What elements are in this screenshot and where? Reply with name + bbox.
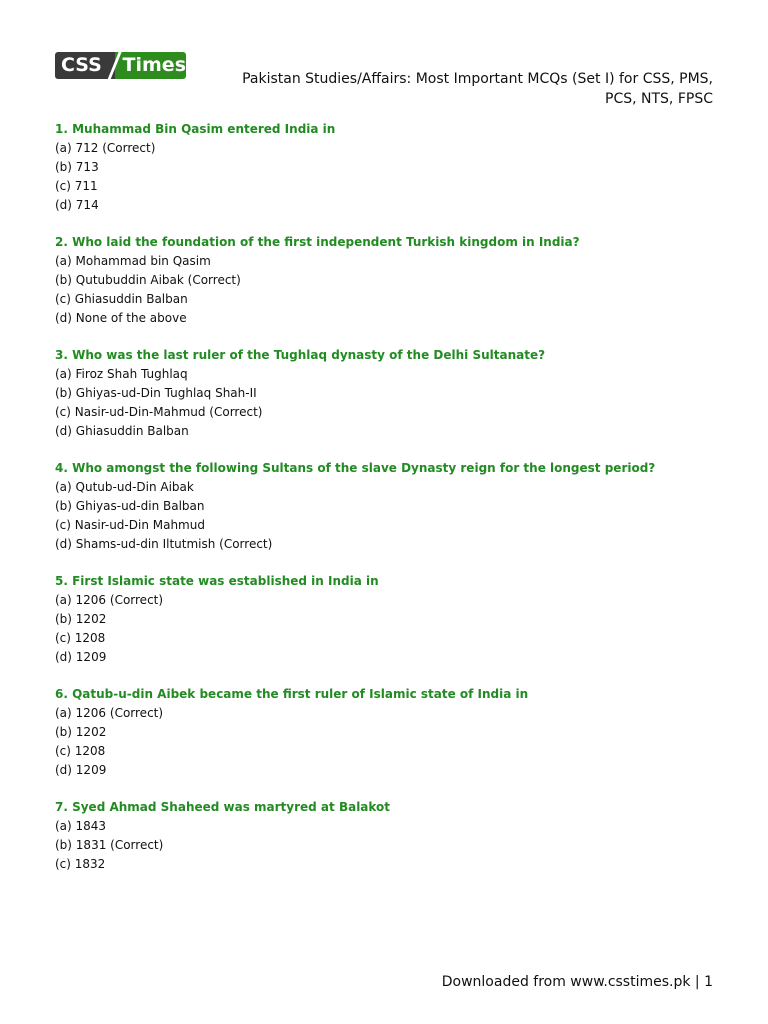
option-d: (d) Ghiasuddin Balban [55, 424, 189, 438]
option-c: (c) Ghiasuddin Balban [55, 292, 188, 306]
question-title: 5. First Islamic state was established in India in [55, 574, 379, 588]
option-b: (b) 1202 [55, 725, 107, 739]
question-list [55, 120, 715, 892]
option-b: (b) 713 [55, 160, 99, 174]
question-4 [55, 459, 715, 554]
page-title-line-2: PCS, NTS, FPSC [605, 91, 713, 107]
option-c: (c) Nasir-ud-Din-Mahmud (Correct) [55, 405, 263, 419]
question-1 [55, 120, 715, 215]
question-title: 3. Who was the last ruler of the Tughlaq dynasty of the Delhi Sultanate? [55, 348, 546, 362]
option-b: (b) Ghiyas-ud-din Balban [55, 499, 205, 513]
option-b: (b) Qutubuddin Aibak (Correct) [55, 273, 241, 287]
option-b: (b) 1831 (Correct) [55, 838, 164, 852]
question-5 [55, 572, 715, 667]
option-a: (a) Qutub-ud-Din Aibak [55, 480, 194, 494]
option-a: (a) 1843 [55, 819, 107, 833]
option-d: (d) 1209 [55, 763, 107, 777]
option-a: (a) 1206 (Correct) [55, 593, 164, 607]
option-b: (b) Ghiyas-ud-Din Tughlaq Shah-II [55, 386, 257, 400]
question-3 [55, 346, 715, 441]
option-c: (c) 1208 [55, 744, 106, 758]
logo-times: Times [115, 52, 186, 79]
option-a: (a) 1206 (Correct) [55, 706, 164, 720]
question-7 [55, 798, 715, 874]
option-b: (b) 1202 [55, 612, 107, 626]
option-c: (c) 1208 [55, 631, 106, 645]
question-title: 1. Muhammad Bin Qasim entered India in [55, 122, 336, 136]
logo-css: CSS [55, 52, 115, 79]
option-d: (d) 1209 [55, 650, 107, 664]
question-title: 4. Who amongst the following Sultans of the slave Dynasty reign for the longest period? [55, 461, 656, 475]
option-c: (c) 1832 [55, 857, 106, 871]
option-a: (a) 712 (Correct) [55, 141, 156, 155]
option-d: (d) Shams-ud-din Iltutmish (Correct) [55, 537, 273, 551]
question-title: 2. Who laid the foundation of the first independent Turkish kingdom in India? [55, 235, 580, 249]
option-c: (c) 711 [55, 179, 98, 193]
question-title: 7. Syed Ahmad Shaheed was martyred at Balakot [55, 800, 391, 814]
option-c: (c) Nasir-ud-Din Mahmud [55, 518, 205, 532]
footer-download-note: Downloaded from www.csstimes.pk | 1 [441, 974, 713, 990]
question-title: 6. Qatub-u-din Aibek became the first ruler of Islamic state of India in [55, 687, 529, 701]
option-a: (a) Firoz Shah Tughlaq [55, 367, 188, 381]
option-d: (d) 714 [55, 198, 99, 212]
csstimes-logo [55, 52, 186, 79]
page-title-line-1: Pakistan Studies/Affairs: Most Important MCQs (Set I) for CSS, PMS, [242, 71, 713, 87]
question-2 [55, 233, 715, 328]
page-title [213, 69, 713, 109]
option-d: (d) None of the above [55, 311, 187, 325]
question-6 [55, 685, 715, 780]
option-a: (a) Mohammad bin Qasim [55, 254, 211, 268]
